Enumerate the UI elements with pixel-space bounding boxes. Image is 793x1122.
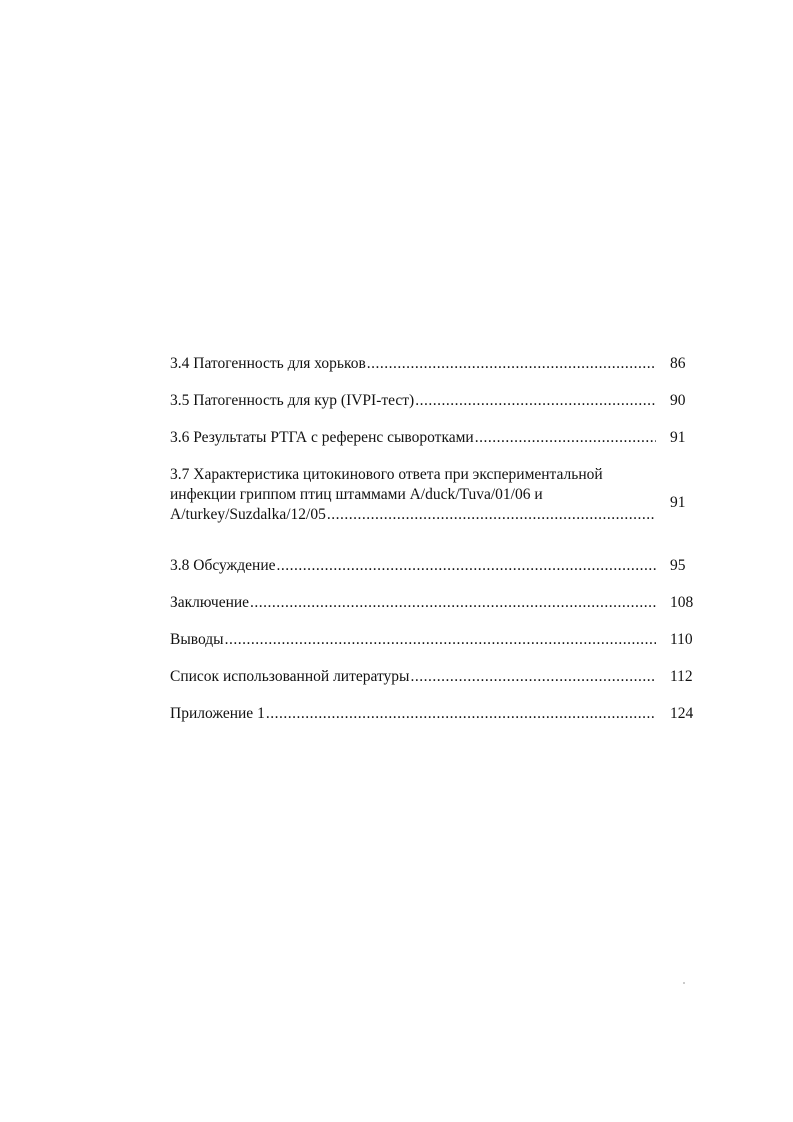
toc-entry-title: Список использованной литературы (170, 668, 410, 685)
toc-entry-title: 3.4 Патогенность для хорьков (170, 355, 366, 372)
toc-page-number: 108 (670, 594, 694, 611)
dot-leader (277, 556, 657, 576)
toc-page-number: 110 (670, 631, 693, 648)
toc-page-number: 91 (670, 429, 686, 446)
toc-entry-title: 3.5 Патогенность для кур (IVPI-тест) (170, 392, 415, 409)
toc-entry-title-line: инфекции гриппом птиц штаммами A/duck/Tuva/01/06 и (170, 486, 543, 503)
dot-leader (250, 593, 656, 613)
toc-page-number: 95 (670, 557, 686, 574)
toc-page-number: 112 (670, 668, 693, 685)
toc-page-number: 91 (670, 494, 686, 511)
dot-leader (415, 391, 656, 411)
toc-page-number: 86 (670, 355, 686, 372)
toc-entry-title: Заключение (170, 594, 250, 611)
dot-leader (225, 630, 656, 650)
dot-leader (327, 505, 656, 525)
dot-leader (266, 704, 656, 724)
toc-entry-title: Выводы (170, 631, 224, 648)
dot-leader (475, 428, 656, 448)
toc-entry-title: 3.8 Обсуждение (170, 557, 276, 574)
toc-entry-title: Приложение 1 (170, 705, 265, 722)
toc-page-number: 90 (670, 392, 686, 409)
toc-entry-3-7 (170, 465, 700, 525)
scan-speck (683, 982, 685, 984)
dot-leader (367, 354, 656, 374)
dot-leader (410, 667, 656, 687)
toc-entry-title-line: 3.7 Характеристика цитокинового ответа при экспериментальной (170, 466, 603, 483)
toc-page-number: 124 (670, 705, 694, 722)
toc-entry-title-line: A/turkey/Suzdalka/12/05 (170, 506, 326, 523)
toc-entry-title: 3.6 Результаты РТГА с референс сыворотками (170, 429, 474, 446)
